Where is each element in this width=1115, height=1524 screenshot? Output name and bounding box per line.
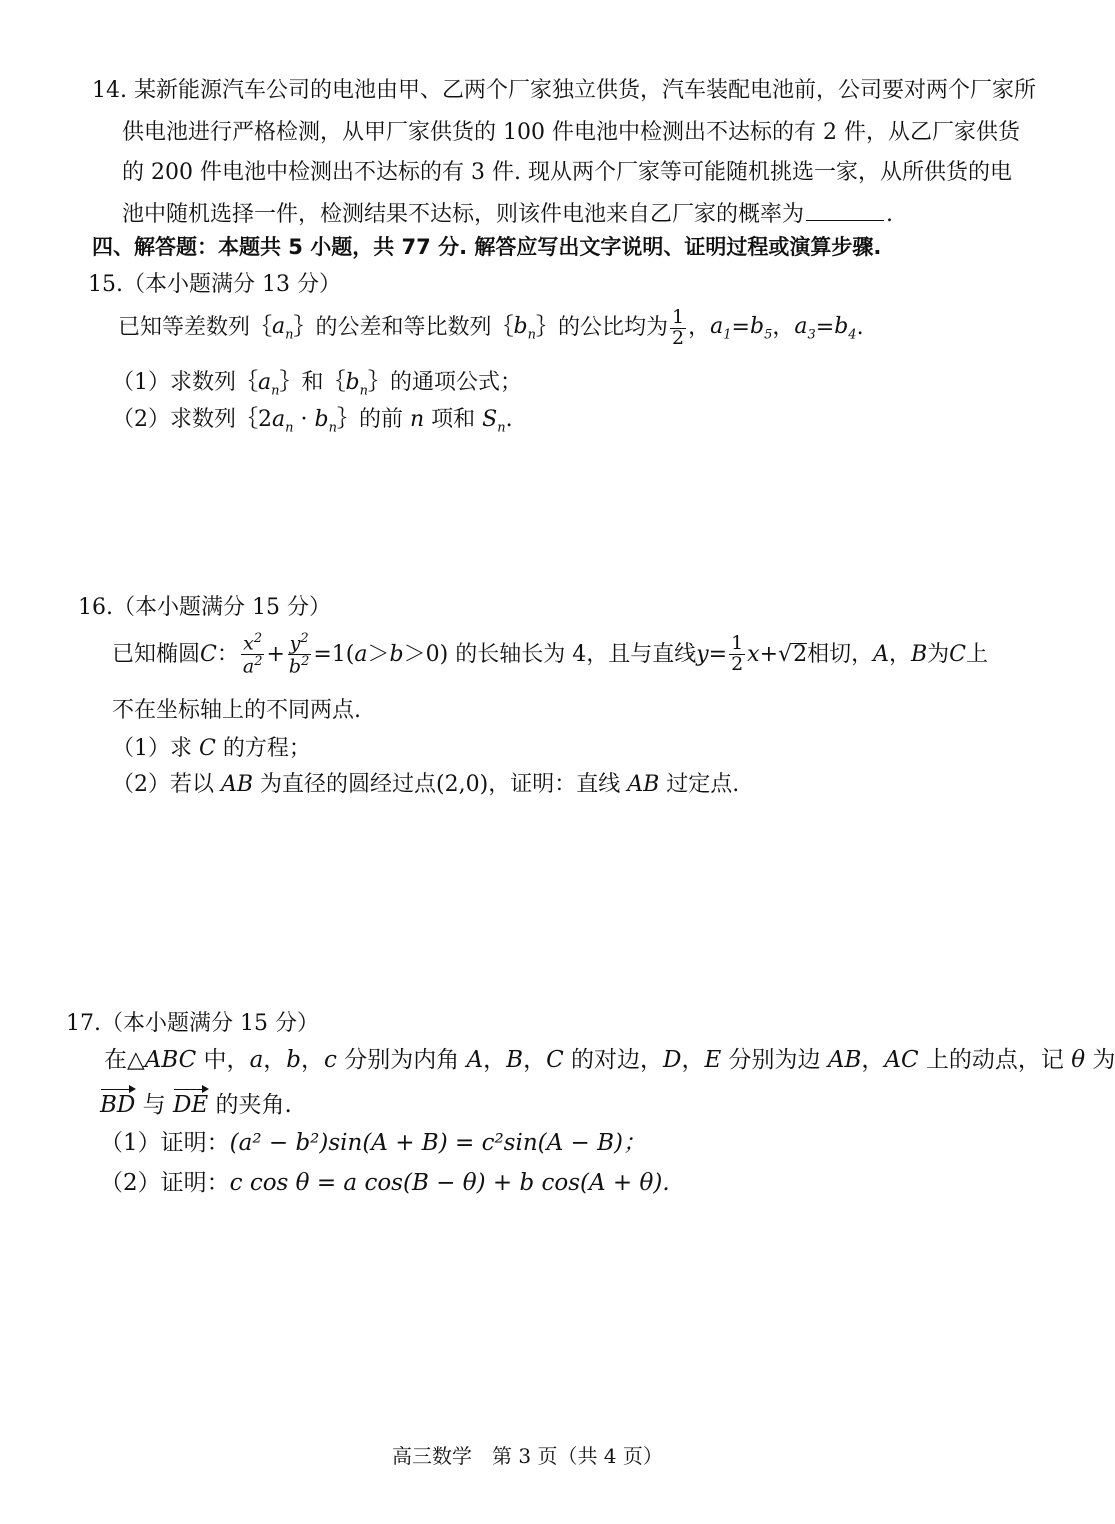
q17-part-2: （2）证明：c cos θ = a cos(B − θ) + b cos(A + θ). — [100, 1170, 670, 1196]
q16-part-2: （2）若以 AB 为直径的圆经过点(2,0)，证明：直线 AB 过定点. — [112, 772, 740, 797]
q14-line-3: 的 200 件电池中检测出不达标的有 3 件. 现从两个厂家等可能随机挑选一家，从所供货的电 — [122, 160, 1012, 185]
q15-part-1: （1）求数列$\{a_n\}$和$\{b_n\}$的通项公式； — [112, 370, 522, 399]
fraction-one-half: $\frac{1}{2}$ — [672, 306, 685, 349]
page-footer: 高三数学 第 3 页（共 4 页） — [392, 1444, 663, 1468]
vector-bd: BD — [100, 1092, 136, 1118]
section-4-heading: 四、解答题：本题共 5 小题，共 77 分. 解答应写出文字说明、证明过程或演算步骤. — [92, 235, 882, 259]
answer-blank — [806, 200, 884, 221]
q17-stem-2: BD 与 DE 的夹角. — [100, 1092, 292, 1118]
q16-stem-2: 不在坐标轴上的不同两点. — [112, 698, 361, 723]
q15-header: 15.（本小题满分 13 分） — [88, 272, 341, 297]
q17-stem: 在△ABC 中，a，b，c 分别为内角 A，B，C 的对边，D，E 分别为边 AB，AC 上的动点，记 θ 为 — [104, 1047, 1115, 1073]
q17-header: 17.（本小题满分 15 分） — [66, 1011, 319, 1036]
q15-stem: 已知等差数列｛ $a_n$ ｝的公差和等比数列｛ $b_n$ ｝的公比均为 $\frac{1}{2}$ ， $a_1$ = $b_5$ ， $a_3$ = $b_4$ . — [118, 306, 864, 349]
q15-part-2: （2）求数列$\{2a_n$ · $b_n\}$的前 n 项和 $S_n$. — [112, 407, 513, 436]
fraction-one-half: $\frac{1}{2}$ — [731, 632, 744, 676]
q14-line-4-text: 池中随机选择一件，检测结果不达标，则该件电池来自乙厂家的概率为 — [122, 202, 805, 227]
q17-part-1: （1）证明：(a² − b²)sin(A + B) = c²sin(A − B)； — [100, 1130, 646, 1156]
q14-line-1: 14. 某新能源汽车公司的电池由甲、乙两个厂家独立供货，汽车装配电池前，公司要对两个厂家所 — [92, 78, 1036, 103]
q16-part-1: （1）求 C 的方程； — [112, 736, 311, 761]
vector-de: DE — [172, 1092, 209, 1118]
q14-line-4: 池中随机选择一件，检测结果不达标，则该件电池来自乙厂家的概率为 . — [122, 202, 894, 227]
q16-stem: 已知椭圆 C ： $\frac{x^2}{a^2}$ + $\frac{y^2}{b^2}$ =1( a ＞ b ＞0) 的长轴长为 4，且与直线 y = $\frac{1}{2}$ x + √ 2 相切， A ， B 为 C 上 — [112, 631, 989, 678]
q14-line-2: 供电池进行严格检测，从甲厂家供货的 100 件电池中检测出不达标的有 2 件，从乙厂家供货 — [122, 120, 1020, 145]
sqrt-symbol: √ — [778, 641, 793, 667]
q16-header: 16.（本小题满分 15 分） — [78, 595, 331, 620]
